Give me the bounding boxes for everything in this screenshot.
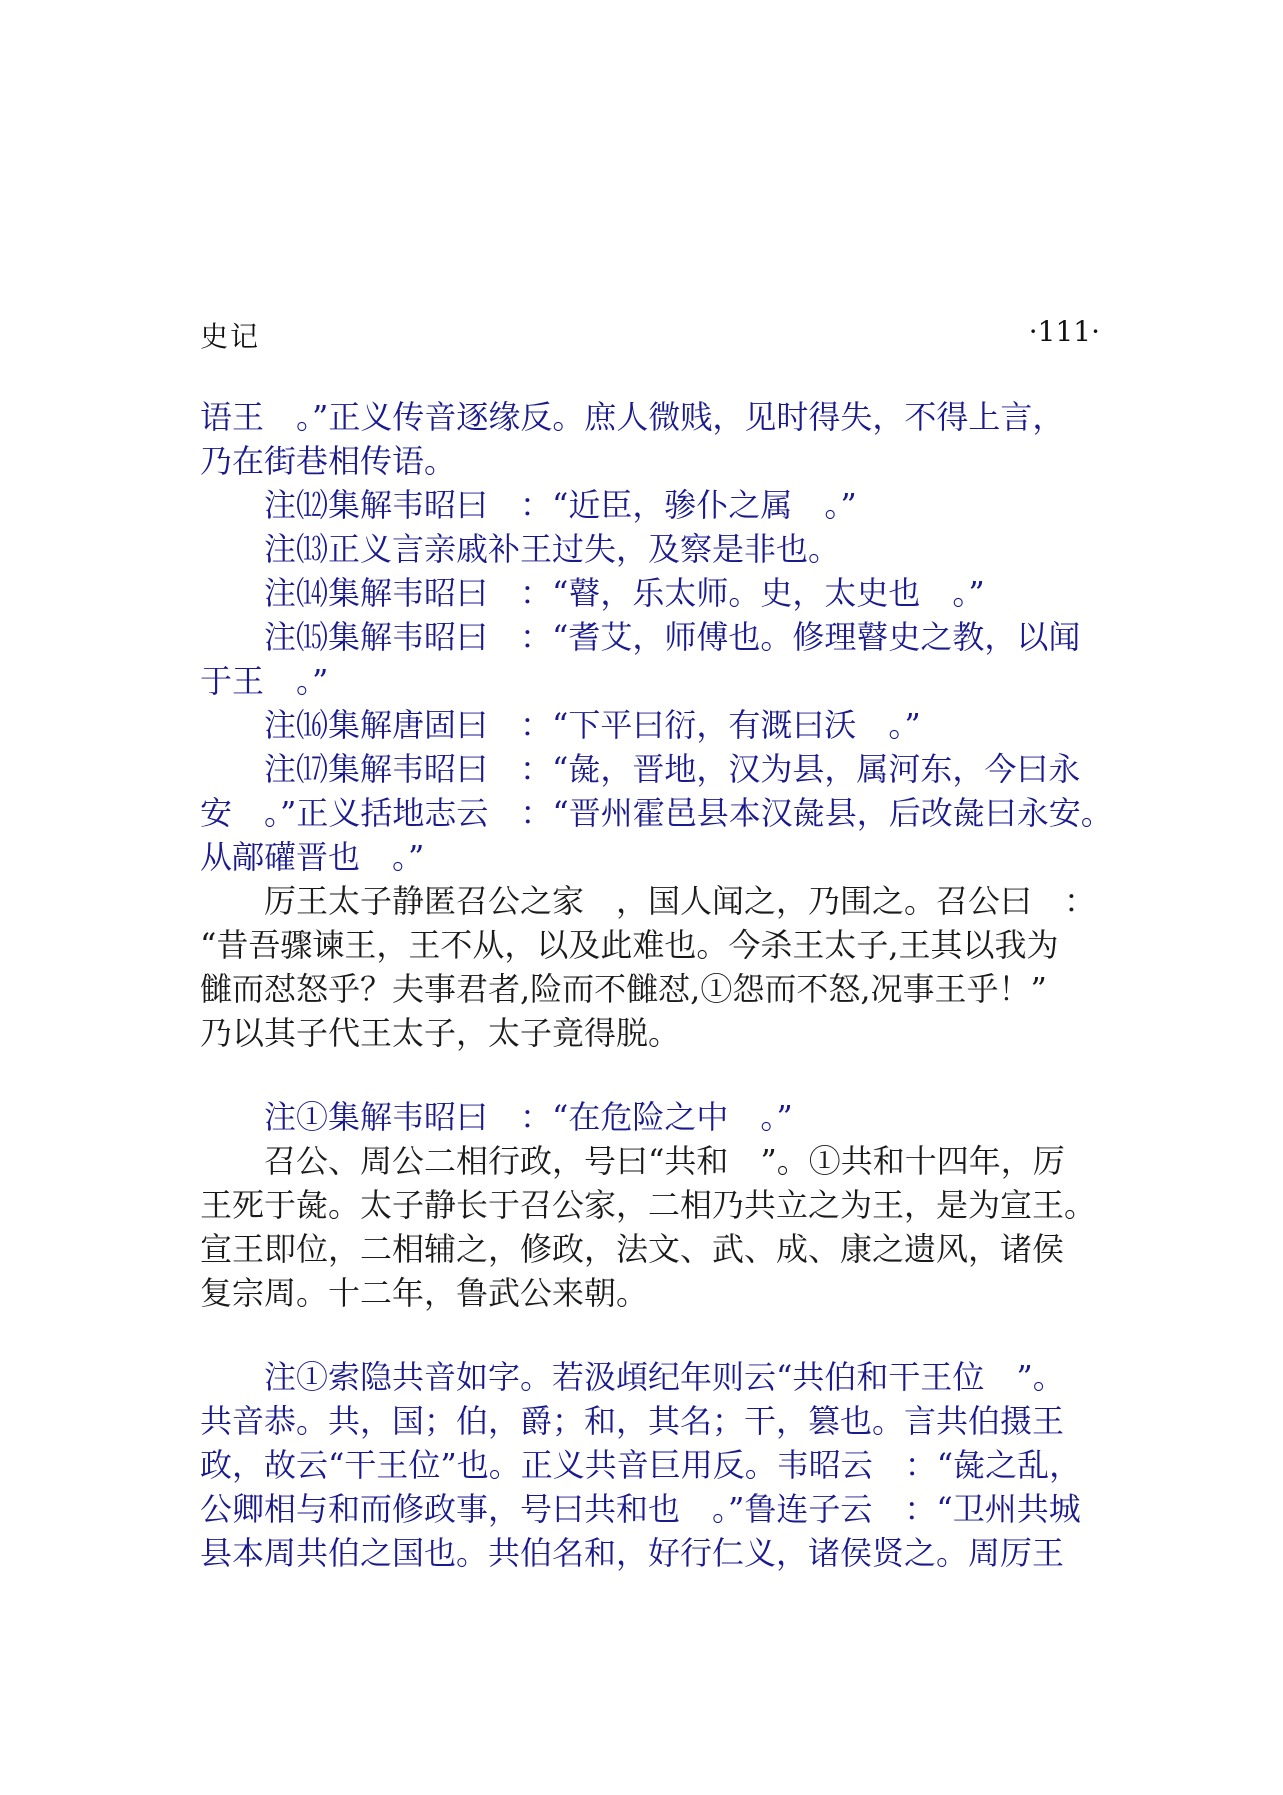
- annotation-line: 注⒁集解韦昭曰 ：“瞽，乐太师。史，太史也 。”: [264, 574, 985, 612]
- main-text-line: 乃以其子代王太子，太子竟得脱。: [200, 1014, 681, 1052]
- main-text-line: 宣王即位，二相辅之，修政，法文、武、成、康之遗风，诸侯: [200, 1230, 1065, 1268]
- running-head: [200, 315, 1100, 355]
- paragraph-gap: [200, 1315, 1100, 1355]
- main-text-line: 厉王太子静匿召公之家 ，国人闻之，乃围之。召公曰 ：: [264, 882, 1097, 920]
- main-text-line: “昔吾骤谏王，王不从，以及此难也。今杀王太子,王其以我为: [200, 926, 1059, 964]
- main-text-line: 召公、周公二相行政，号曰“共和 ”。①共和十四年，厉: [264, 1142, 1065, 1180]
- main-text-line: 复宗周。十二年，鲁武公来朝。: [200, 1274, 649, 1312]
- annotation-line: 注⒀正义言亲戚补王过失，及察是非也。: [264, 530, 841, 568]
- annotation-line: 县本周共伯之国也。共伯名和，好行仁义，诸侯贤之。周厉王: [200, 1534, 1065, 1572]
- body-text: [200, 395, 1113, 1575]
- annotation-line: 共音恭。共，国；伯，爵；和，其名；干，篡也。言共伯摄王: [200, 1402, 1065, 1440]
- paragraph-gap: [200, 1055, 1100, 1095]
- main-text-line: 王死于彘。太子静长于召公家，二相乃共立之为王，是为宣王。: [200, 1186, 1097, 1224]
- annotation-line: 注①集解韦昭曰 ：“在危险之中 。”: [264, 1098, 793, 1136]
- annotation-line: 政，故云“干王位”也。正义共音巨用反。韦昭云 ：“彘之乱，: [200, 1446, 1082, 1484]
- annotation-line: 注⒃集解唐固曰 ：“下平曰衍，有溉曰沃 。”: [264, 706, 921, 744]
- annotation-line: 安 。”正义括地志云 ：“晋州霍邑县本汉彘县，后改彘曰永安。: [200, 794, 1113, 832]
- annotation-line: 注①索隐共音如字。若汲頉纪年则云“共伯和干王位 ”。: [264, 1358, 1065, 1396]
- annotation-line: 注⒄集解韦昭曰 ：“彘，晋地，汉为县，属河东，今曰永: [264, 750, 1081, 788]
- annotation-line: 语王 。”正义传音逐缘反。庶人微贱，见时得失，不得上言，: [200, 398, 1065, 436]
- annotation-line: 公卿相与和而修政事，号曰共和也 。”鲁连子云 ：“卫州共城: [200, 1490, 1081, 1528]
- annotation-line: 注⒂集解韦昭曰 ：“耆艾，师傅也。修理瞽史之教，以闻: [264, 618, 1081, 656]
- annotation-line: 注⑿集解韦昭曰 ：“近臣，骖仆之属 。”: [264, 486, 857, 524]
- main-text-line: 雠而怼怒乎？夫事君者,险而不雠怼,①怨而不怒,况事王乎！”: [200, 970, 1047, 1008]
- annotation-line: 于王 。”: [200, 662, 329, 700]
- page-number: ·111·: [1028, 315, 1100, 348]
- annotation-line: 从鄗礶晋也 。”: [200, 838, 425, 876]
- annotation-line: 乃在街巷相传语。: [200, 442, 457, 480]
- book-title: 史记: [200, 320, 261, 353]
